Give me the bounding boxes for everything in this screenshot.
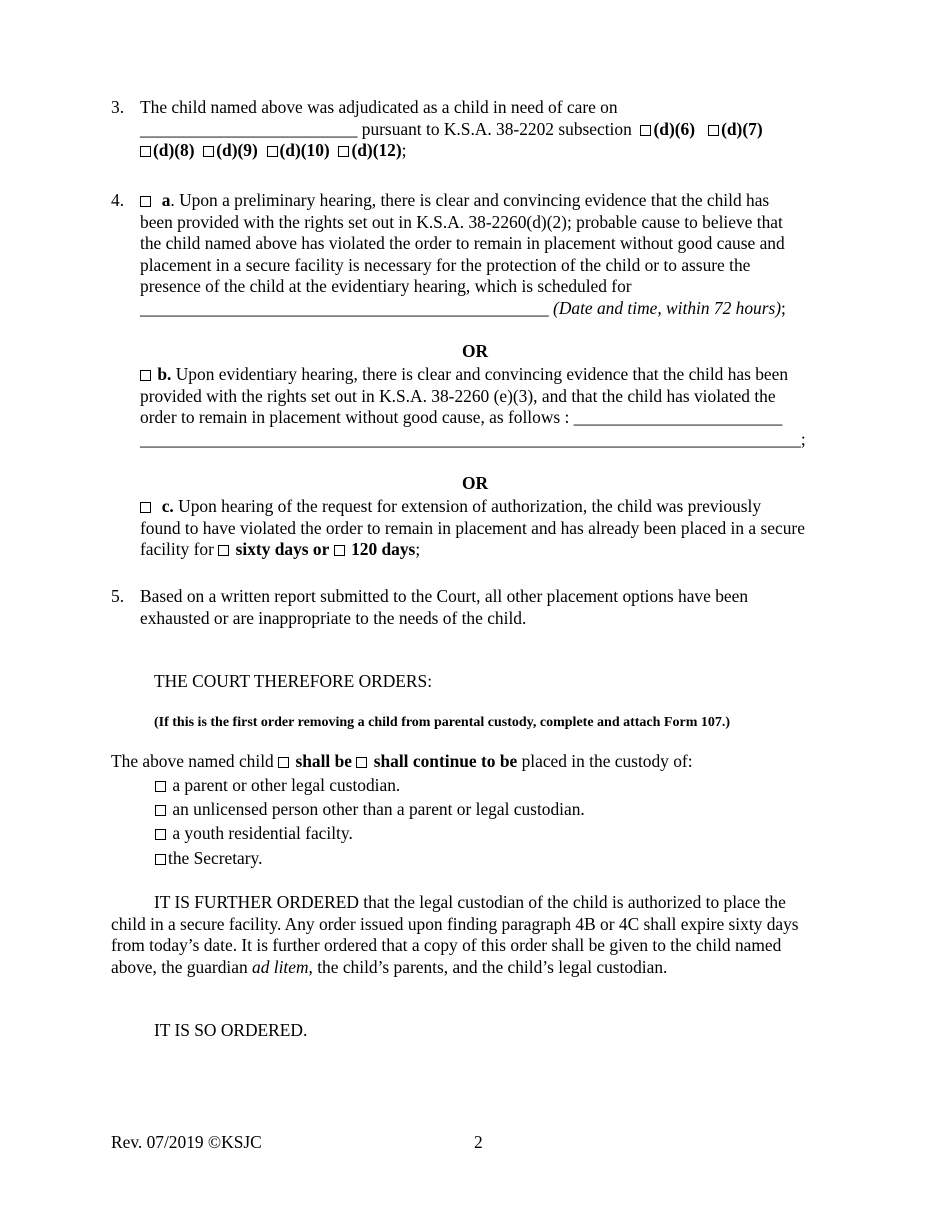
form-107-note: (If this is the first order removing a child from parental custody, complete and attach Form 107.): [154, 715, 731, 730]
option-sixty-days: sixty days or: [235, 539, 330, 559]
checkbox-d10[interactable]: [267, 146, 278, 157]
or-divider-2: OR: [461, 473, 489, 493]
item-4a-line2: been provided with the rights set out in K.S.A. 38-2260(d)(2); probable cause to believe that: [140, 211, 783, 232]
item-4b-line1: [140, 364, 840, 386]
item-4c: [140, 496, 840, 561]
checkbox-sixty-days[interactable]: [218, 545, 229, 556]
item-3-line3: [140, 140, 840, 162]
item-4b: [140, 364, 840, 450]
custodian-label-youth-facility: a youth residential facilty.: [172, 823, 353, 843]
item-4c-label: c.: [161, 496, 174, 516]
item-4a-line3: the child named above has violated the order to remain in placement without good cause and: [140, 233, 785, 253]
option-d9: (d)(9): [216, 140, 258, 160]
item-4a-line6: [140, 298, 840, 320]
checkbox-4b[interactable]: [140, 370, 151, 381]
so-ordered: IT IS SO ORDERED.: [154, 1020, 308, 1040]
hearing-date-note: (Date and time, within 72 hours): [553, 297, 782, 318]
checkbox-4c[interactable]: [140, 502, 151, 513]
item-4c-line3: [140, 539, 840, 561]
item-4c-text3: facility for: [140, 539, 214, 559]
item-3-end: ;: [401, 140, 407, 160]
option-d12: (d)(12): [351, 140, 402, 160]
custody-pre: The above named child: [111, 751, 274, 771]
further-line4: [111, 957, 846, 979]
item-4a-end: ;: [781, 297, 786, 318]
further-line4-post: , the child’s parents, and the child’s legal custodian.: [308, 956, 668, 977]
checkbox-custodian-secretary[interactable]: [155, 854, 166, 865]
page-number: 2: [474, 1132, 483, 1152]
further-ordered-paragraph: [111, 892, 846, 978]
item-5-line2: exhausted or are inappropriate to the needs of the child.: [140, 607, 527, 628]
item-4b-text1: Upon evidentiary hearing, there is clear and convincing evidence that the child has been: [175, 364, 789, 384]
custodian-option-unlicensed: [155, 799, 585, 821]
item-4b-line3[interactable]: order to remain in placement without good cause, as follows : ________________________: [140, 407, 783, 427]
further-line2: child in a secure facility. Any order issued upon finding paragraph 4B or 4C shall expire sixty days: [111, 913, 799, 934]
custodian-option-secretary: [155, 848, 262, 870]
option-120-days: 120 days: [351, 539, 416, 559]
custody-line: [111, 751, 693, 773]
item-4b-line4[interactable]: ____________________________________________________________________________;: [140, 428, 806, 449]
item-4c-text1: Upon hearing of the request for extension of authorization, the child was previously: [178, 496, 762, 516]
checkbox-d6[interactable]: [640, 125, 651, 136]
checkbox-custodian-youth-facility[interactable]: [155, 829, 166, 840]
item-3-number: 3.: [111, 97, 125, 117]
checkbox-d7[interactable]: [708, 125, 719, 136]
item-4b-label: b.: [157, 364, 172, 384]
item-3: [140, 97, 840, 162]
checkbox-shall-continue[interactable]: [356, 757, 367, 768]
item-3-date-blank[interactable]: _________________________: [140, 118, 358, 139]
option-d7: (d)(7): [721, 118, 763, 139]
option-shall-be: shall be: [295, 751, 352, 771]
custody-post: placed in the custody of:: [521, 751, 693, 771]
or-divider-1: OR: [461, 341, 489, 361]
checkbox-custodian-parent[interactable]: [155, 781, 166, 792]
option-shall-continue: shall continue to be: [373, 751, 518, 771]
item-4a-line5: presence of the child at the evidentiary hearing, which is scheduled for: [140, 276, 632, 296]
item-4c-line1: [140, 496, 840, 518]
item-4a-line4: placement in a secure facility is necessary for the protection of the child or to assure the: [140, 254, 751, 275]
item-5-number: 5.: [111, 586, 125, 606]
item-4a-label: a: [161, 190, 171, 210]
option-d8: (d)(8): [153, 140, 195, 160]
item-4c-line2: found to have violated the order to remain in placement and has already been placed in a secure: [140, 517, 805, 538]
checkbox-d9[interactable]: [203, 146, 214, 157]
option-d6: (d)(6): [653, 118, 696, 139]
item-3-line1: The child named above was adjudicated as a child in need of care on: [140, 97, 618, 117]
item-4-number: 4.: [111, 190, 125, 210]
item-4a-line1: [140, 190, 840, 212]
custodian-label-parent: a parent or other legal custodian.: [172, 775, 401, 795]
further-line4-pre: above, the guardian: [111, 956, 248, 977]
custodian-option-youth-facility: [155, 823, 353, 845]
further-line1: IT IS FURTHER ORDERED that the legal custodian of the child is authorized to place the: [154, 892, 786, 912]
checkbox-4a[interactable]: [140, 196, 151, 207]
checkbox-120-days[interactable]: [334, 545, 345, 556]
item-4c-end: ;: [415, 539, 421, 559]
ad-litem: ad litem: [252, 956, 309, 977]
option-d10: (d)(10): [279, 140, 330, 160]
custodian-label-unlicensed: an unlicensed person other than a parent or legal custodian.: [172, 799, 585, 819]
checkbox-d8[interactable]: [140, 146, 151, 157]
item-3-pursuant: pursuant to K.S.A. 38-2202 subsection: [361, 118, 632, 139]
item-4a-text1: . Upon a preliminary hearing, there is clear and convincing evidence that the child has: [170, 190, 770, 210]
item-3-line2: [140, 119, 840, 141]
custodian-label-secretary: the Secretary.: [168, 848, 263, 868]
checkbox-custodian-unlicensed[interactable]: [155, 805, 166, 816]
item-5-line1: Based on a written report submitted to the Court, all other placement options have been: [140, 586, 749, 606]
checkbox-shall-be[interactable]: [278, 757, 289, 768]
hearing-date-blank[interactable]: _______________________________________________: [140, 297, 549, 318]
orders-heading: THE COURT THEREFORE ORDERS:: [154, 671, 433, 691]
item-4a: [140, 190, 840, 319]
item-4b-line2: provided with the rights set out in K.S.A. 38-2260 (e)(3), and that the child has violated the: [140, 385, 776, 406]
further-line3: from today’s date. It is further ordered that a copy of this order shall be given to the child named: [111, 935, 782, 955]
custodian-option-parent: [155, 775, 400, 797]
checkbox-d12[interactable]: [338, 146, 349, 157]
item-5: [140, 586, 840, 629]
revision-footer: Rev. 07/2019 ©KSJC: [111, 1132, 262, 1152]
